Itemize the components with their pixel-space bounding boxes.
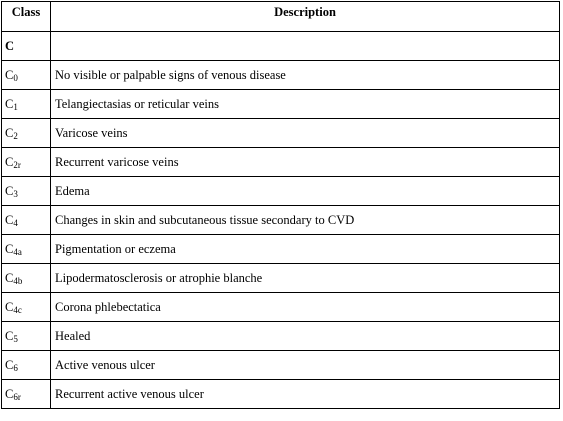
classification-table-container (1, 1, 560, 409)
description-cell: Active venous ulcer (51, 351, 560, 380)
class-subscript: 0 (13, 73, 18, 83)
table-row (2, 235, 560, 264)
class-cell (2, 90, 51, 119)
table-row (2, 148, 560, 177)
class-code: C (5, 184, 14, 198)
table-header-row (2, 2, 560, 32)
class-code: C (5, 39, 15, 53)
table-row (2, 61, 560, 90)
class-subscript: 1 (13, 102, 18, 112)
class-cell (2, 351, 51, 380)
class-cell (2, 235, 51, 264)
table-row (2, 32, 560, 61)
class-subscript: 4c (13, 305, 22, 315)
description-cell: Recurrent active venous ulcer (51, 380, 560, 409)
class-cell (2, 293, 51, 322)
class-code: C (5, 155, 14, 169)
description-cell: Changes in skin and subcutaneous tissue secondary to CVD (51, 206, 560, 235)
class-cell (2, 32, 51, 61)
class-code: C (5, 242, 14, 256)
class-code: C (5, 97, 14, 111)
description-cell (51, 32, 560, 61)
class-subscript: 3 (13, 189, 18, 199)
ceap-clinical-class-table (1, 1, 560, 409)
class-subscript: 4 (13, 218, 18, 228)
table-row (2, 206, 560, 235)
class-code: C (5, 387, 14, 401)
description-cell: Edema (51, 177, 560, 206)
description-cell: Lipodermatosclerosis or atrophie blanche (51, 264, 560, 293)
description-cell: Corona phlebectatica (51, 293, 560, 322)
class-cell (2, 177, 51, 206)
class-code: C (5, 329, 14, 343)
description-cell: Recurrent varicose veins (51, 148, 560, 177)
table-row (2, 380, 560, 409)
class-subscript: 6 (13, 363, 18, 373)
description-cell: No visible or palpable signs of venous disease (51, 61, 560, 90)
class-subscript: 2r (13, 160, 21, 170)
class-subscript: 5 (13, 334, 18, 344)
class-code: C (5, 271, 14, 285)
description-cell: Telangiectasias or reticular veins (51, 90, 560, 119)
table-row (2, 177, 560, 206)
class-cell (2, 264, 51, 293)
table-row (2, 293, 560, 322)
class-code: C (5, 68, 14, 82)
table-row (2, 351, 560, 380)
class-code: C (5, 358, 14, 372)
class-cell (2, 322, 51, 351)
description-cell: Pigmentation or eczema (51, 235, 560, 264)
description-cell: Healed (51, 322, 560, 351)
column-header-description: Description (51, 2, 560, 32)
column-header-class: Class (2, 2, 51, 32)
class-code: C (5, 213, 14, 227)
class-cell (2, 206, 51, 235)
class-subscript: 4b (13, 276, 23, 286)
class-subscript: 6r (13, 392, 21, 402)
description-cell: Varicose veins (51, 119, 560, 148)
class-code: C (5, 300, 14, 314)
class-cell (2, 119, 51, 148)
class-cell (2, 380, 51, 409)
class-subscript: 4a (13, 247, 22, 257)
table-row (2, 322, 560, 351)
class-cell (2, 61, 51, 90)
class-code: C (5, 126, 14, 140)
table-row (2, 264, 560, 293)
table-row (2, 119, 560, 148)
table-row (2, 90, 560, 119)
class-cell (2, 148, 51, 177)
class-subscript: 2 (13, 131, 18, 141)
